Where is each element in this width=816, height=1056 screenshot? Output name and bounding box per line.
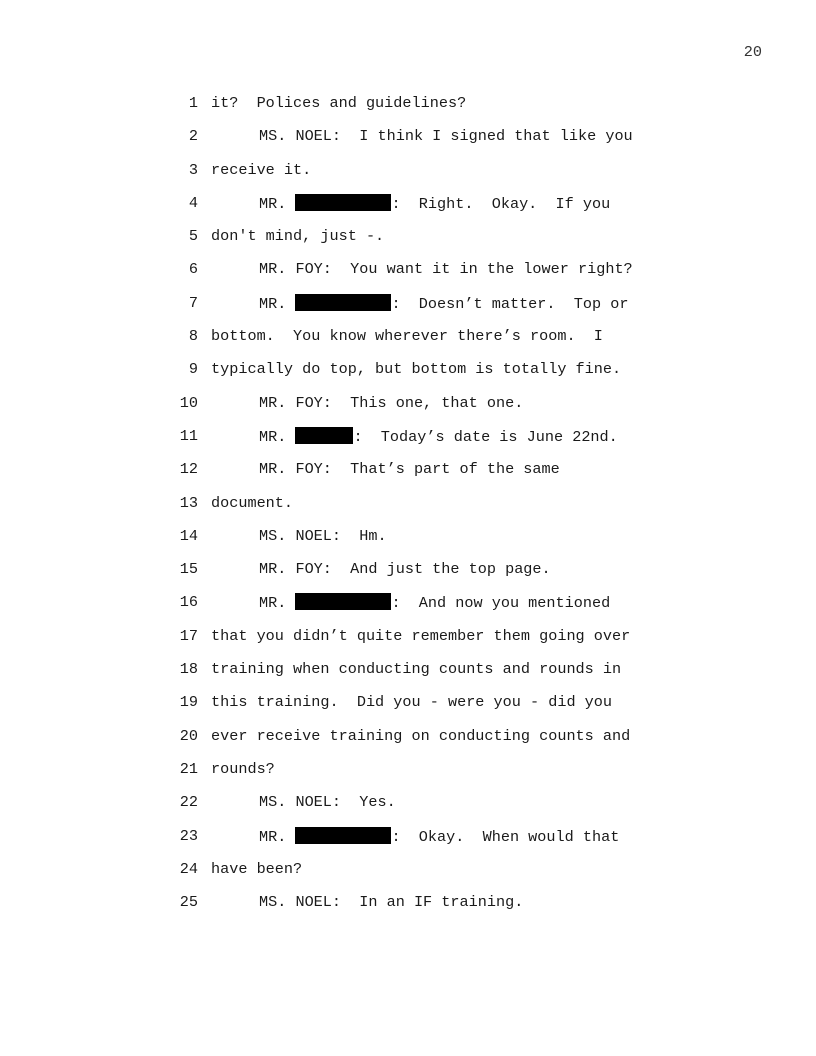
line-text-segment: : Doesn’t matter. Top or — [391, 294, 629, 313]
transcript-line — [0, 427, 816, 460]
transcript-line — [0, 560, 816, 593]
line-number: 8 — [188, 327, 198, 346]
line-text-segment: bottom. You know wherever there’s room. I — [211, 327, 603, 346]
line-text-segment: it? Polices and guidelines? — [211, 94, 467, 112]
line-text-segment: that you didn’t quite remember them going over — [211, 626, 631, 645]
line-number: 19 — [179, 693, 198, 712]
line-text — [211, 893, 523, 911]
line-text-segment: MS. NOEL: Yes. — [259, 793, 396, 812]
line-text — [211, 727, 630, 745]
redaction-box — [295, 427, 353, 444]
line-text-segment: this training. Did you - were you - did you — [211, 693, 613, 712]
line-number: 4 — [188, 193, 198, 212]
line-number: 25 — [179, 893, 198, 912]
line-text — [211, 460, 560, 478]
line-text-segment: typically do top, but bottom is totally fine. — [211, 360, 622, 379]
line-text-segment: ever receive training on conducting counts and — [211, 726, 631, 745]
line-text — [211, 394, 523, 412]
line-number: 15 — [179, 560, 198, 579]
line-text-segment: MR. — [259, 594, 296, 613]
line-number: 21 — [179, 759, 198, 778]
line-text-segment: receive it. — [211, 160, 312, 179]
line-text-segment: MS. NOEL: Hm. — [259, 526, 387, 545]
transcript-line — [0, 827, 816, 860]
line-text-segment: have been? — [211, 859, 303, 878]
line-text-segment: MS. NOEL: I think I signed that like you — [259, 127, 633, 146]
line-number: 17 — [179, 626, 198, 645]
line-text-segment: : And now you mentioned — [391, 594, 611, 613]
line-text-segment: MR. — [259, 827, 296, 846]
line-text — [211, 294, 628, 313]
line-text — [211, 494, 293, 512]
transcript-line — [0, 627, 816, 660]
line-number: 5 — [188, 227, 198, 246]
transcript-line — [0, 793, 816, 826]
line-text — [211, 560, 551, 578]
line-number: 6 — [188, 260, 198, 279]
redaction-box — [295, 294, 391, 311]
line-number: 2 — [188, 127, 198, 146]
line-text-segment: MS. NOEL: In an IF training. — [259, 893, 524, 912]
transcript-line — [0, 161, 816, 194]
transcript-line — [0, 127, 816, 160]
line-text — [211, 227, 384, 245]
line-text — [211, 827, 619, 846]
redaction-box — [295, 827, 391, 844]
line-text — [211, 660, 621, 678]
line-text — [211, 260, 633, 278]
line-number: 18 — [179, 660, 198, 679]
transcript-line — [0, 660, 816, 693]
transcript-line — [0, 693, 816, 726]
line-text-segment: document. — [211, 493, 294, 512]
line-text — [211, 427, 618, 446]
line-text-segment: : Today’s date is June 22nd. — [353, 427, 618, 446]
line-number: 9 — [188, 360, 198, 379]
line-text-segment: : Right. Okay. If you — [391, 194, 611, 213]
transcript-line — [0, 860, 816, 893]
line-text — [211, 127, 633, 145]
line-number: 12 — [179, 460, 198, 479]
transcript-line — [0, 527, 816, 560]
line-number: 7 — [188, 293, 198, 312]
line-text — [211, 860, 302, 878]
line-text — [211, 94, 466, 112]
line-text-segment: MR. FOY: This one, that one. — [259, 393, 524, 412]
line-number: 3 — [188, 160, 198, 179]
line-text-segment: training when conducting counts and rounds in — [211, 660, 622, 679]
line-number: 23 — [179, 826, 198, 845]
line-text-segment: : Okay. When would that — [391, 827, 620, 846]
line-number: 14 — [179, 526, 198, 545]
transcript-line — [0, 760, 816, 793]
transcript-line — [0, 394, 816, 427]
line-number: 20 — [179, 726, 198, 745]
line-number: 22 — [179, 793, 198, 812]
line-number: 16 — [179, 593, 198, 612]
transcript-line — [0, 294, 816, 327]
page-number: 20 — [743, 43, 762, 61]
line-number: 11 — [179, 426, 198, 445]
transcript-line — [0, 260, 816, 293]
transcript-line — [0, 94, 816, 127]
line-text-segment: MR. FOY: You want it in the lower right? — [259, 260, 633, 279]
line-number: 1 — [188, 94, 198, 112]
line-text-segment: MR. — [259, 194, 296, 213]
line-text — [211, 593, 610, 612]
transcript-line — [0, 893, 816, 926]
transcript-line — [0, 727, 816, 760]
line-text-segment: rounds? — [211, 759, 275, 778]
line-text — [211, 693, 612, 711]
redaction-box — [295, 593, 391, 610]
transcript-line — [0, 227, 816, 260]
line-number: 10 — [179, 393, 198, 412]
transcript-line — [0, 494, 816, 527]
redaction-box — [295, 194, 391, 211]
line-text — [211, 760, 275, 778]
line-number: 13 — [179, 493, 198, 512]
line-text — [211, 627, 630, 645]
line-text — [211, 194, 610, 213]
line-text — [211, 161, 311, 179]
transcript-line — [0, 593, 816, 626]
line-text-segment: MR. FOY: And just the top page. — [259, 560, 551, 579]
transcript-line — [0, 460, 816, 493]
line-text — [211, 527, 387, 545]
line-text — [211, 327, 603, 345]
transcript-line — [0, 327, 816, 360]
line-text-segment: don't mind, just -. — [211, 227, 385, 246]
line-number: 24 — [179, 859, 198, 878]
transcript-line — [0, 360, 816, 393]
line-text-segment: MR. — [259, 427, 296, 446]
line-text-segment: MR. — [259, 294, 296, 313]
transcript-body — [0, 94, 816, 926]
line-text — [211, 793, 396, 811]
line-text — [211, 360, 621, 378]
transcript-line — [0, 194, 816, 227]
line-text-segment: MR. FOY: That’s part of the same — [259, 460, 560, 479]
